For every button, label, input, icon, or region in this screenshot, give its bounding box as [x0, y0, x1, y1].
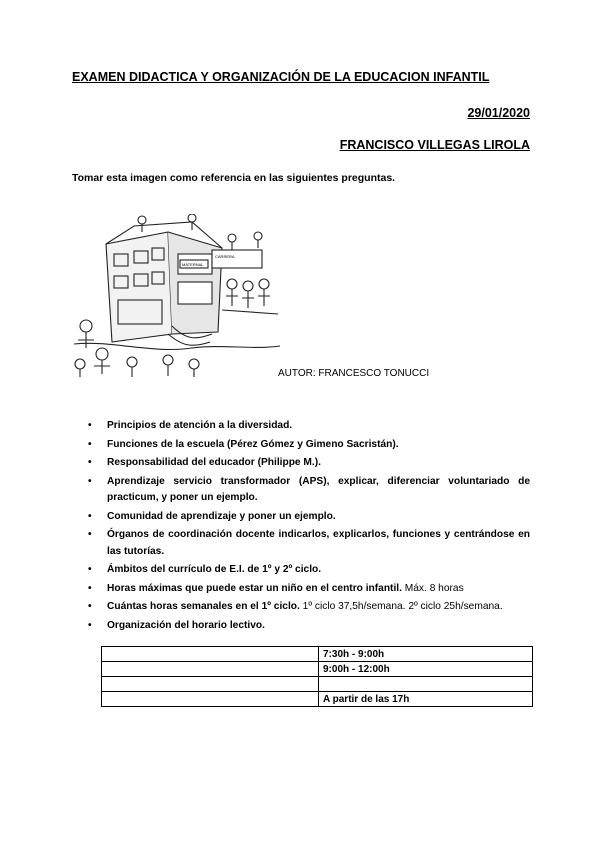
- intro-text: Tomar esta imagen como referencia en las siguientes preguntas.: [72, 172, 396, 184]
- schedule-row: [102, 647, 533, 662]
- question-text: Comunidad de aprendizaje y poner un ejemplo.: [107, 510, 336, 522]
- exam-title: EXAMEN DIDACTICA Y ORGANIZACIÓN DE LA EDUCACION INFANTIL: [72, 70, 490, 84]
- tonucci-cartoon-illustration: [72, 214, 282, 379]
- question-text: Órganos de coordinación docente indicarlos, explicarlos, funciones y centrándose en las tutorías.: [107, 529, 530, 557]
- question-text: Ámbitos del currículo de E.I. de 1º y 2º ciclo.: [107, 564, 322, 575]
- sign-carrera: CARRERA: [215, 254, 235, 259]
- question-answer: Máx. 8 horas: [401, 582, 464, 594]
- question-item: [88, 581, 530, 598]
- schedule-time-cell: 9:00h - 12:00h: [319, 662, 533, 677]
- schedule-row: [102, 662, 533, 677]
- bullet-icon: •: [88, 564, 92, 575]
- question-answer: 1º ciclo 37,5h/semana. 2º ciclo 25h/semana.: [299, 601, 503, 612]
- schedule-activity-cell: [102, 647, 319, 662]
- schedule-row: [102, 692, 533, 707]
- bullet-icon: •: [88, 475, 92, 487]
- bullet-icon: •: [88, 529, 92, 540]
- question-item: [88, 455, 530, 472]
- schedule-time-cell: A partir de las 17h: [319, 692, 533, 707]
- question-item: [88, 618, 530, 635]
- schedule-row: [102, 677, 533, 692]
- question-text: Cuántas horas semanales en el 1º ciclo.: [107, 601, 300, 612]
- question-list: [88, 418, 530, 636]
- question-text: Principios de atención a la diversidad.: [107, 420, 293, 431]
- schedule-activity-cell: [102, 692, 319, 707]
- question-item: [88, 437, 530, 454]
- bullet-icon: •: [88, 420, 92, 431]
- question-text: Funciones de la escuela (Pérez Gómez y Gimeno Sacristán).: [107, 438, 399, 450]
- sign-maternal: MATERNAL: [182, 262, 204, 267]
- bullet-icon: •: [88, 438, 92, 450]
- bullet-icon: •: [88, 601, 92, 612]
- question-item: [88, 474, 530, 507]
- question-text: Aprendizaje servicio transformador (APS), explicar, diferenciar voluntariado de practicum, y poner un ejemplo.: [107, 475, 530, 503]
- question-text: Responsabilidad del educador (Philippe M.).: [107, 457, 321, 468]
- exam-date: 29/01/2020: [467, 106, 530, 120]
- schedule-time-cell: [319, 677, 533, 692]
- question-text: Horas máximas que puede estar un niño en el centro infantil.: [107, 582, 402, 594]
- question-item: [88, 509, 530, 526]
- question-item: [88, 562, 530, 579]
- schedule-activity-cell: [102, 662, 319, 677]
- bullet-icon: •: [88, 619, 92, 631]
- schedule-table: [101, 646, 533, 707]
- exam-author: FRANCISCO VILLEGAS LIROLA: [339, 138, 530, 152]
- question-item: [88, 527, 530, 560]
- bullet-icon: •: [88, 582, 92, 594]
- question-text: Organización del horario lectivo.: [107, 619, 265, 631]
- schedule-activity-cell: [102, 677, 319, 692]
- bullet-icon: •: [88, 457, 92, 468]
- schedule-time-cell: 7:30h - 9:00h: [319, 647, 533, 662]
- image-caption: AUTOR: FRANCESCO TONUCCI: [278, 368, 430, 379]
- bullet-icon: •: [88, 510, 92, 522]
- question-item: [88, 599, 530, 616]
- question-item: [88, 418, 530, 435]
